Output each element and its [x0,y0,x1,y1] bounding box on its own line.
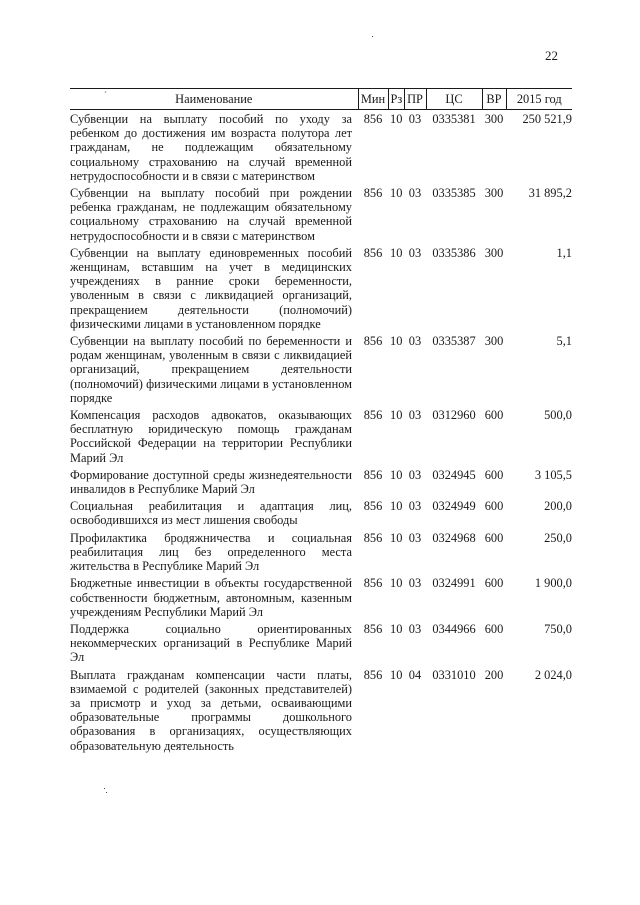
row-min: 856 [363,408,383,423]
row-cs: 0331010 [432,667,476,682]
row-cs: 0324991 [432,576,476,591]
row-name: Выплата гражданам компенсации части платы, взимаемой с родителей (законных представителей) за присмотр и уход за детьми, осваивающими образовательные программы дошкольного образования в организациях, осуществляющих образовательную деятельность [70,667,352,753]
row-min: 856 [363,112,383,126]
row-vr: 200 [484,667,504,682]
row-min: 856 [363,621,383,636]
row-rz: 10 [390,499,403,514]
row-pr: 04 [408,667,422,682]
row-rz: 10 [390,667,403,682]
page-number: 22 [545,48,558,63]
row-amount: 31 895,2 [528,186,572,201]
row-amount: 5,1 [556,334,572,349]
header-cs: ЦС [426,89,482,110]
row-rz: 10 [390,334,403,349]
row-min: 856 [363,499,383,514]
row-name: Социальная реабилитация и адаптация лиц, освободившихся из мест лишения свободы [70,499,352,528]
header-name: Наименование [70,89,358,110]
row-rz: 10 [390,186,403,201]
table-row [70,574,572,620]
row-vr: 300 [484,334,504,349]
row-pr: 03 [408,334,422,349]
row-name: Субвенции на выплату пособий по беременности и родам женщинам, уволенным в связи с ликвидацией организаций, прекращением деятельности (полномочий) физическими лицами в установленном порядке [70,334,352,405]
row-rz: 10 [390,408,403,423]
row-name: Субвенции на выплату единовременных пособий женщинам, вставшим на учет в медицинских учреждениях в ранние сроки беременности, уволенным в связи с ликвидацией организаций, прекращением деятельности (полномочий) физическими лицами в установленном порядке [70,245,352,331]
row-min: 856 [363,576,383,591]
row-pr: 03 [408,186,422,201]
row-name: Профилактика бродяжничества и социальная реабилитация лиц без определенного места жительства в Республике Марий Эл [70,530,352,574]
row-cs: 0335387 [432,334,476,349]
row-vr: 600 [484,499,504,514]
header-year: 2015 год [506,89,572,110]
row-min: 856 [363,530,383,545]
row-pr: 03 [408,467,422,482]
row-amount: 3 105,5 [534,467,572,482]
row-vr: 600 [484,408,504,423]
header-rz: Рз [388,89,404,110]
scan-dot [106,792,107,793]
row-cs: 0335386 [432,245,476,260]
row-pr: 03 [408,408,422,423]
row-name: Поддержка социально ориентированных некоммерческих организаций в Республике Марий Эл [70,621,352,665]
row-rz: 10 [390,576,403,591]
scan-dot [372,36,373,37]
header-min: Мин [358,89,388,110]
row-cs: 0335381 [432,112,476,126]
table-row [70,184,572,244]
row-min: 856 [363,245,383,260]
row-vr: 600 [484,467,504,482]
row-cs: 0324949 [432,499,476,514]
row-name: Формирование доступной среды жизнедеятельности инвалидов в Республике Марий Эл [70,467,352,497]
row-amount: 200,0 [544,499,572,514]
row-vr: 600 [484,530,504,545]
row-cs: 0312960 [432,408,476,423]
row-name: Субвенции на выплату пособий по уходу за ребенком до достижения им возраста полутора лет гражданам, не подлежащим обязательному социальному страхованию на случай временной нетрудоспособности и в связи с материнством [70,112,352,183]
row-pr: 03 [408,621,422,636]
row-amount: 1 900,0 [534,576,572,591]
scan-mark: ˊ [104,90,107,100]
table-header [70,89,572,110]
row-rz: 10 [390,621,403,636]
row-amount: 250,0 [544,530,572,545]
header-vr: ВР [482,89,506,110]
row-pr: 03 [408,530,422,545]
row-cs: 0335385 [432,186,476,201]
table-row [70,406,572,466]
row-cs: 0324945 [432,467,476,482]
table-row [70,244,572,332]
row-rz: 10 [390,245,403,260]
row-pr: 03 [408,499,422,514]
row-name: Субвенции на выплату пособий при рождении ребенка гражданам, не подлежащим обязательному социальному страхованию на случай временной нетрудоспособности и в связи с материнством [70,186,352,243]
row-amount: 750,0 [544,621,572,636]
row-min: 856 [363,334,383,349]
row-min: 856 [363,667,383,682]
row-amount: 2 024,0 [534,667,572,682]
row-rz: 10 [390,112,403,126]
row-name: Бюджетные инвестиции в объекты государственной собственности бюджетным, автономным, казенным учреждениям Республики Марий Эл [70,576,352,619]
row-rz: 10 [390,530,403,545]
row-vr: 300 [484,112,504,126]
row-pr: 03 [408,576,422,591]
table-body [70,110,572,754]
table-row [70,529,572,575]
table-row [70,666,572,754]
row-min: 856 [363,186,383,201]
table-row [70,466,572,497]
row-cs: 0324968 [432,530,476,545]
row-vr: 600 [484,576,504,591]
row-amount: 250 521,9 [522,112,572,126]
header-pr: ПР [404,89,426,110]
row-vr: 600 [484,621,504,636]
budget-table [70,88,572,754]
row-min: 856 [363,467,383,482]
row-name: Компенсация расходов адвокатов, оказывающих бесплатную юридическую помощь гражданам Российской Федерации на территории Республики Марий Эл [70,408,352,465]
row-rz: 10 [390,467,403,482]
row-cs: 0344966 [432,621,476,636]
table-row [70,110,572,185]
scan-dot [104,788,105,789]
row-vr: 300 [484,245,504,260]
table-row [70,497,572,528]
table-row [70,620,572,666]
row-pr: 03 [408,245,422,260]
row-pr: 03 [408,112,422,126]
row-vr: 300 [484,186,504,201]
table-row [70,332,572,406]
row-amount: 1,1 [556,245,572,260]
row-amount: 500,0 [544,408,572,423]
